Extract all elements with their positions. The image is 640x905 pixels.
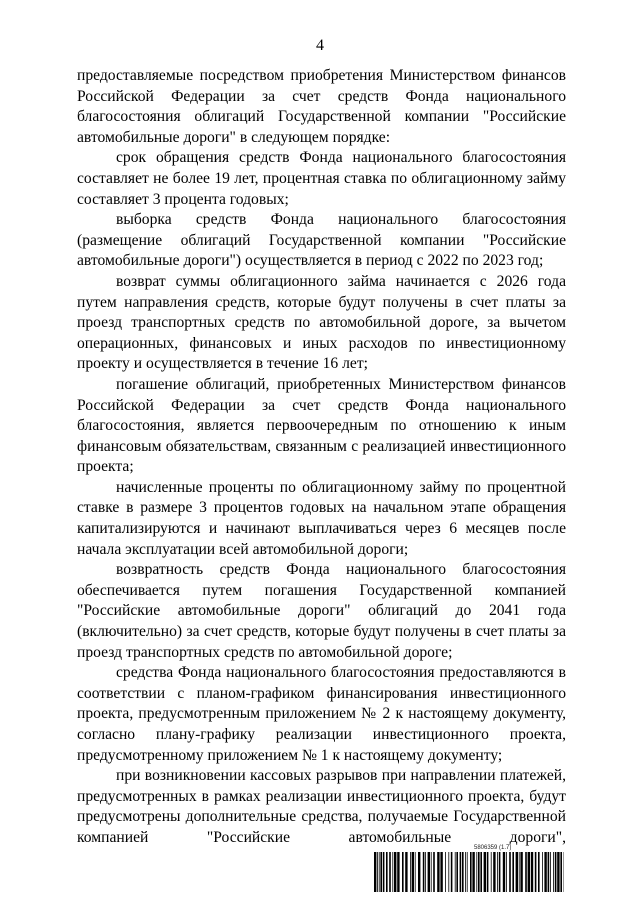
paragraph-drawdown: выборка средств Фонда национального благосостояния (размещение облигаций Государственной компании "Российские автомобильные дороги") осуществляется в период с 2022 по 2023 год; [77,211,566,270]
barcode-icon [374,852,564,892]
paragraph-term: срок обращения средств Фонда национального благосостояния составляет не более 19 лет, процентная ставка по облигационному займу составляет 3 процента годовых; [77,149,566,208]
paragraph-returnability: возвратность средств Фонда национального благосостояния обеспечивается путем погашения Государственной компанией "Российские автомобильные дороги" облигаций до 2041 года (включительно) за счет средств, которые будут получены в счет платы за проезд транспортных средств по автомобильной дороге; [77,561,566,661]
document-stamp [374,844,564,892]
document-body [77,66,566,849]
paragraph-schedule: средства Фонда национального благосостояния предоставляются в соответствии с планом-графиком финансирования инвестиционного проекта, предусмотренным приложением № 2 к настоящему документу, согласно плану-графику реализации инвестиционного проекта, предусмотренному приложением № 1 к настоящему документу; [77,664,566,764]
paragraph-cash-gaps: при возникновении кассовых разрывов при направлении платежей, предусмотренных в рамках реализации инвестиционного проекта, будут предусмотрены дополнительные средства, получаемые Государственной компанией "Российские автомобильные дороги", [77,767,566,846]
document-code: 5806359 (1.7) [474,845,512,851]
paragraph-priority: погашение облигаций, приобретенных Министерством финансов Российской Федерации за счет средств Фонда национального благосостояния, является первоочередным по отношению к иным финансовым обязательствам, связанным с реализацией инвестиционного проекта; [77,375,566,476]
page-number: 4 [316,37,324,54]
paragraph-intro: предоставляемые посредством приобретения Министерством финансов Российской Федерации за счет средств Фонда национального благосостояния облигаций Государственной компании "Российские автомобильные дороги" в следующем порядке: [77,67,566,146]
paragraph-repayment: возврат суммы облигационного займа начинается с 2026 года путем направления средств, которые будут получены в счет платы за проезд транспортных средств по автомобильной дороге, за вычетом операционных, финансовых и иных расходов по инвестиционному проекту и осуществляется в течение 16 лет; [77,272,566,373]
paragraph-interest: начисленные проценты по облигационному займу по процентной ставке в размере 3 процентов годовых на начальном этапе обращения капитализируются и начинают выплачиваться через 6 месяцев после начала эксплуатации всей автомобильной дороги; [77,478,566,558]
